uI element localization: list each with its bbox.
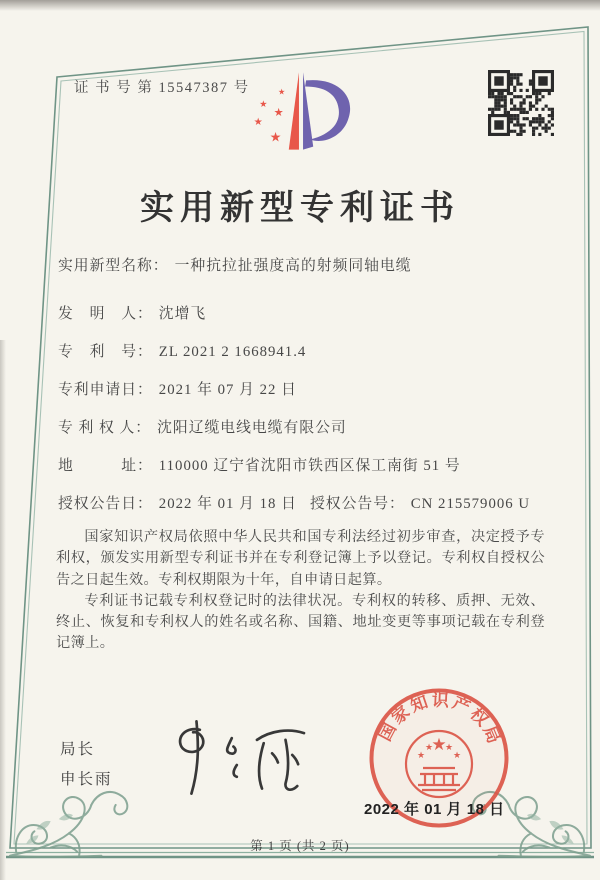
field-value: CN 215579006 U [410,496,531,512]
page-footer: 第 1 页 (共 2 页) [250,839,350,853]
logo-stars [254,87,286,146]
commissioner-signature [156,718,326,802]
field-row-address [58,454,461,475]
svg-text:★: ★ [259,98,268,110]
field-label: 专 利 权 人： [58,420,152,436]
field-row-patentee [58,416,347,437]
field-row-inventor [58,302,206,323]
logo-red-blade [289,72,299,149]
seal-ring-text: 国家知识产权局 [375,690,505,749]
field-value: 2021 年 07 月 22 日 [158,382,297,398]
field-label: 授权公告日： [58,496,153,512]
field-value: 2022 年 01 月 18 日 [158,496,297,512]
svg-text:★: ★ [253,117,263,129]
logo-p-bowl [305,80,350,141]
field-value: ZL 2021 2 1668941.4 [158,344,307,360]
legal-text [56,527,545,655]
field-row-grant-date [58,492,531,513]
field-value: 沈阳辽缆电线电缆有限公司 [157,420,347,436]
qr-code [488,70,554,136]
svg-text:★: ★ [444,743,454,753]
field-label: 专 利 号： [58,344,153,360]
svg-text:★: ★ [269,130,282,146]
field-value: 110000 辽宁省沈阳市铁西区保工南街 51 号 [158,458,461,474]
legal-paragraph-2: 专利证书记载专利权登记时的法律状况。专利权的转移、质押、无效、终止、恢复和专利权人的姓名或名称、国籍、地址变更等事项记载在专利登记簿上。 [56,592,545,652]
seal-date: 2022 年 01 月 18 日 [364,801,505,818]
commissioner-name: 申长雨 [60,771,113,788]
svg-text:★: ★ [416,751,426,761]
field-label: 专利申请日： [58,382,153,398]
svg-text:★: ★ [424,743,434,753]
svg-text:★: ★ [431,735,447,755]
field-row-patent-number [58,340,306,361]
field-label: 地 址： [58,458,153,474]
field-label: 实用新型名称： [58,258,169,274]
field-row-filing-date [58,378,297,399]
field-label: 发 明 人： [58,306,153,322]
field-row-utility-name [58,254,412,275]
field-grant-number [310,492,530,513]
certificate-title: 实用新型专利证书 [140,190,460,227]
svg-text:★: ★ [452,751,462,761]
svg-text:★: ★ [278,86,286,97]
svg-text:★: ★ [273,106,284,120]
field-value: 沈增飞 [158,306,207,322]
commissioner-role: 局长 [60,741,96,758]
cnipa-logo [245,64,357,160]
field-label: 授权公告号： [310,496,405,512]
legal-paragraph-1: 国家知识产权局依照中华人民共和国专利法经过初步审查，决定授予专利权，颁发实用新型专利证书并在专利登记簿上予以登记。专利权自授权公告之日起生效。专利权期限为十年，自申请日起算。 [56,529,545,588]
certificate-number: 证 书 号 第 15547387 号 [74,80,250,96]
field-value: 一种抗拉扯强度高的射频同轴电缆 [174,258,412,274]
